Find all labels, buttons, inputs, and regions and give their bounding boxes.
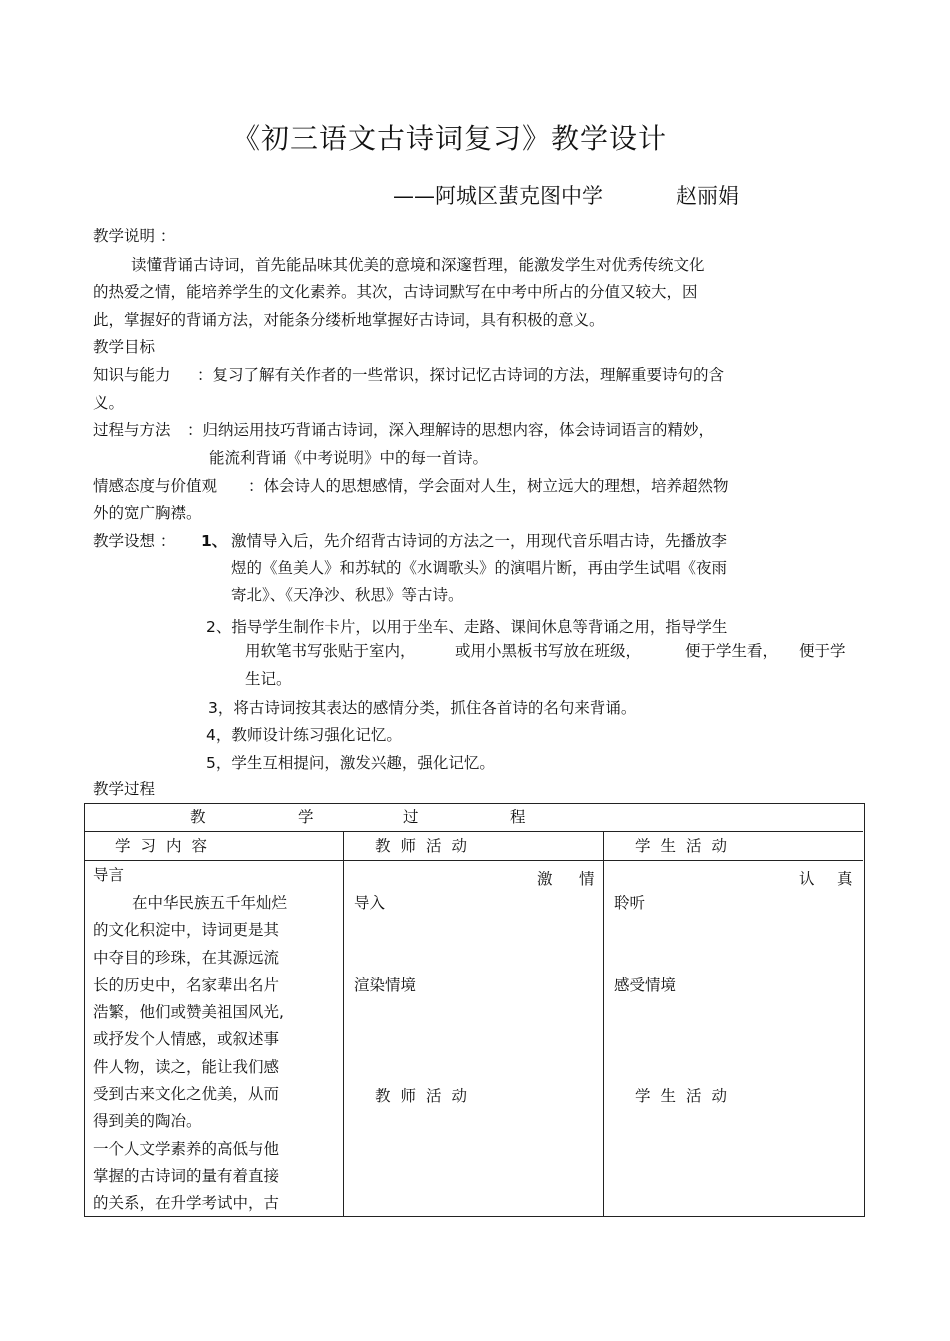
author-school: ——阿城区蜚克图中学 <box>393 184 603 208</box>
content-line: 浩繁，他们或赞美祖国风光, <box>93 1003 284 1021</box>
student-activity-text: 真 <box>837 870 853 888</box>
idea-4-text: 4，教师设计练习强化记忆。 <box>206 726 402 744</box>
goals-heading: 教学目标 <box>93 338 156 356</box>
idea-1-text: 寄北》、《天净沙、秋思》等古诗。 <box>231 586 464 604</box>
document-title: 《初三语文古诗词复习》教学设计 <box>232 122 668 155</box>
author-name: 赵丽娟 <box>676 184 739 208</box>
idea-2-text: 用软笔书写张贴于室内， <box>245 642 416 660</box>
content-line: 的文化积淀中，诗词更是其 <box>93 921 280 939</box>
content-line: 在中华民族五千年灿烂 <box>132 894 288 912</box>
student-activity-repeat: 学生活动 <box>635 1087 738 1105</box>
content-line: 得到美的陶冶。 <box>93 1112 202 1130</box>
goal-process-text: 能流利背诵《中考说明》中的每一首诗。 <box>209 449 489 467</box>
idea-2-text: 生记。 <box>245 670 292 688</box>
teacher-activity-text: 导入 <box>354 894 386 912</box>
goal-emotion-text: ：体会诗人的思想感情，学会面对人生，树立远大的理想，培养超然物 <box>248 477 729 495</box>
student-activity-text: 感受情境 <box>614 976 677 994</box>
content-line: 长的历史中，名家辈出名片 <box>93 976 280 994</box>
idea-2-text: 便于学 <box>799 642 846 660</box>
table-divider <box>85 860 863 861</box>
content-line: 受到古来文化之优美，从而 <box>93 1085 280 1103</box>
student-activity-text: 聆听 <box>614 894 646 912</box>
idea-3-text: 3，将古诗词按其表达的感情分类，抓住各首诗的名句来背诵。 <box>208 699 637 717</box>
idea-2-text: 便于学生看， <box>685 642 779 660</box>
content-line: 中夺目的珍珠，在其源远流 <box>93 949 280 967</box>
teaching-process-table <box>84 803 865 1217</box>
goal-knowledge-text: 义。 <box>93 394 125 412</box>
student-activity-text: 认 <box>799 870 815 888</box>
col-header-student: 学生活动 <box>635 837 738 855</box>
col-header-content: 学习内容 <box>115 837 218 855</box>
explanation-line: 读懂背诵古诗词，首先能品味其优美的意境和深邃哲理，能激发学生对优秀传统文化 <box>131 256 705 274</box>
col-header-teacher: 教师活动 <box>375 837 478 855</box>
content-line: 掌握的古诗词的量有着直接 <box>93 1167 280 1185</box>
goal-knowledge-text: ：复习了解有关作者的一些常识，探讨记忆古诗词的方法，理解重要诗句的含 <box>197 366 725 384</box>
explanation-heading: 教学说明 ： <box>93 227 176 245</box>
goal-process-text: ：归纳运用技巧背诵古诗词，深入理解诗的思想内容，体会诗词语言的精妙， <box>187 421 715 439</box>
table-divider <box>85 831 863 832</box>
teacher-activity-text: 渲染情境 <box>354 976 417 994</box>
goal-emotion-text: 外的宽广胸襟。 <box>93 504 202 522</box>
content-line: 一个人文学素养的高低与他 <box>93 1140 280 1158</box>
ideas-heading: 教学设想 ： <box>93 532 176 550</box>
content-line: 件人物，读之，能让我们感 <box>93 1058 280 1076</box>
explanation-line: 此，掌握好的背诵方法，对能条分缕析地掌握好古诗词，具有积极的意义。 <box>93 311 605 329</box>
idea-1-text: 激情导入后，先介绍背古诗词的方法之一，用现代音乐唱古诗，先播放李 <box>231 532 728 550</box>
table-divider <box>343 831 344 1217</box>
goal-knowledge-label: 知识与能力 <box>93 366 171 384</box>
teacher-activity-text: 激 <box>537 870 553 888</box>
teacher-activity-text: 情 <box>579 870 595 888</box>
content-line: 导言 <box>93 866 125 884</box>
teacher-activity-repeat: 教师活动 <box>375 1087 478 1105</box>
table-title-char: 学 <box>298 808 314 826</box>
idea-2-text: 2、指导学生制作卡片，以用于坐车、走路、课间休息等背诵之用，指导学生 <box>206 618 728 636</box>
goal-process-label: 过程与方法 <box>93 421 171 439</box>
idea-2-text: 或用小黑板书写放在班级， <box>455 642 642 660</box>
table-title-char: 程 <box>510 808 526 826</box>
idea-5-text: 5，学生互相提问，激发兴趣，强化记忆。 <box>206 754 495 772</box>
table-title-char: 过 <box>403 808 419 826</box>
content-line: 的关系，在升学考试中，古 <box>93 1194 280 1212</box>
process-heading: 教学过程 <box>93 780 156 798</box>
idea-1-text: 煜的《鱼美人》和苏轼的《水调歌头》的演唱片断，再由学生试唱《夜雨 <box>231 559 728 577</box>
idea-1-number: 1、 <box>201 532 228 550</box>
content-line: 或抒发个人情感，或叙述事 <box>93 1030 280 1048</box>
goal-emotion-label: 情感态度与价值观 <box>93 477 218 495</box>
explanation-line: 的热爱之情，能培养学生的文化素养。其次，古诗词默写在中考中所占的分值又较大，因 <box>93 283 698 301</box>
table-divider <box>603 831 604 1217</box>
table-title-char: 教 <box>190 808 206 826</box>
